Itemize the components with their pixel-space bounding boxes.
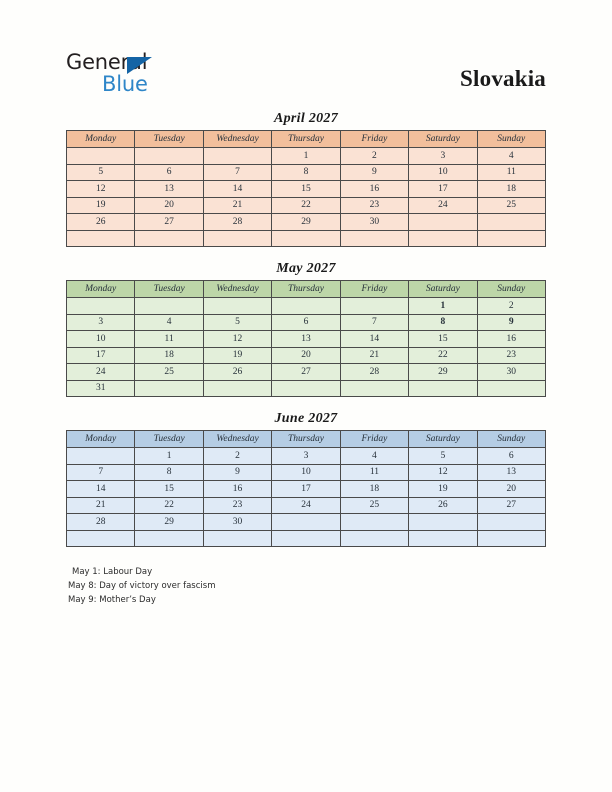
calendar-day-cell[interactable]: 9 — [477, 314, 545, 331]
calendar-week-row — [67, 298, 546, 315]
calendar-day-empty — [477, 214, 545, 231]
calendar-day-cell[interactable]: 10 — [409, 164, 477, 181]
calendar-day-cell[interactable]: 17 — [67, 347, 135, 364]
calendar-day-empty — [67, 530, 135, 547]
calendar-day-cell[interactable]: 5 — [67, 164, 135, 181]
calendar-day-empty — [135, 380, 203, 397]
calendar-day-empty — [477, 230, 545, 247]
calendar-body — [67, 448, 546, 547]
calendar-day-cell[interactable]: 2 — [477, 298, 545, 315]
calendar-day-cell[interactable]: 28 — [67, 514, 135, 531]
calendar-day-cell[interactable]: 7 — [340, 314, 408, 331]
calendar-day-empty — [272, 530, 340, 547]
month-title: June 2027 — [274, 411, 338, 426]
calendar-week-row — [67, 164, 546, 181]
calendar-day-cell[interactable]: 22 — [409, 347, 477, 364]
calendar-day-cell[interactable]: 14 — [67, 481, 135, 498]
calendar-day-empty — [340, 298, 408, 315]
calendar-day-cell[interactable]: 7 — [203, 164, 271, 181]
month-block-june — [66, 410, 546, 547]
calendar-day-cell[interactable]: 30 — [477, 364, 545, 381]
calendar-day-cell[interactable]: 21 — [67, 497, 135, 514]
calendar-day-cell[interactable]: 7 — [67, 464, 135, 481]
calendar-day-cell[interactable]: 8 — [135, 464, 203, 481]
calendar-day-cell[interactable]: 21 — [340, 347, 408, 364]
month-block-may — [66, 260, 546, 397]
calendar-day-cell[interactable]: 18 — [340, 481, 408, 498]
weekday-header-thursday: Thursday — [272, 431, 340, 448]
calendar-day-cell[interactable]: 19 — [203, 347, 271, 364]
calendar-day-cell[interactable]: 1 — [272, 148, 340, 165]
holiday-note-line: May 8: Day of victory over fascism — [68, 581, 216, 591]
calendar-day-cell[interactable]: 4 — [477, 148, 545, 165]
calendar-day-cell[interactable]: 13 — [135, 181, 203, 198]
calendar-week-row — [67, 481, 546, 498]
calendar-day-cell[interactable]: 3 — [67, 314, 135, 331]
calendar-day-cell[interactable]: 24 — [67, 364, 135, 381]
calendar-day-cell[interactable]: 20 — [272, 347, 340, 364]
weekday-header-friday: Friday — [340, 431, 408, 448]
calendar-day-empty — [272, 298, 340, 315]
holiday-notes — [68, 565, 488, 607]
calendar-day-cell[interactable]: 23 — [340, 197, 408, 214]
calendar-day-empty — [135, 148, 203, 165]
page-header — [66, 52, 546, 102]
weekday-header-friday: Friday — [340, 131, 408, 148]
weekday-header-wednesday: Wednesday — [203, 281, 271, 298]
logo-general-text: General — [66, 50, 148, 74]
calendar-day-cell[interactable]: 6 — [135, 164, 203, 181]
calendar-day-empty — [340, 530, 408, 547]
calendar-day-cell[interactable]: 15 — [135, 481, 203, 498]
calendar-day-cell[interactable]: 24 — [409, 197, 477, 214]
calendar-day-cell[interactable]: 27 — [272, 364, 340, 381]
calendar-day-empty — [409, 514, 477, 531]
calendar-day-cell[interactable]: 21 — [203, 197, 271, 214]
calendar-day-cell[interactable]: 10 — [67, 331, 135, 348]
weekday-header-wednesday: Wednesday — [203, 131, 271, 148]
calendar-day-cell[interactable]: 9 — [340, 164, 408, 181]
calendar-day-empty — [203, 298, 271, 315]
calendar-day-cell[interactable]: 25 — [477, 197, 545, 214]
calendar-day-cell[interactable]: 31 — [67, 380, 135, 397]
calendar-body — [67, 298, 546, 397]
calendar-week-row — [67, 380, 546, 397]
calendar-day-cell[interactable]: 25 — [340, 497, 408, 514]
calendar-week-row — [67, 448, 546, 465]
calendar-day-empty — [340, 514, 408, 531]
calendar-week-row — [67, 464, 546, 481]
calendar-day-empty — [409, 380, 477, 397]
calendar-day-cell[interactable]: 22 — [272, 197, 340, 214]
calendar-day-cell[interactable]: 27 — [135, 214, 203, 231]
calendar-day-cell[interactable]: 12 — [409, 464, 477, 481]
calendar-day-cell[interactable]: 1 — [409, 298, 477, 315]
calendar-day-cell[interactable]: 18 — [477, 181, 545, 198]
calendar-day-cell[interactable]: 15 — [409, 331, 477, 348]
calendar-day-empty — [67, 448, 135, 465]
calendar-day-cell[interactable]: 14 — [340, 331, 408, 348]
calendar-day-cell[interactable]: 8 — [272, 164, 340, 181]
calendar-day-cell[interactable]: 29 — [272, 214, 340, 231]
calendar-day-cell[interactable]: 24 — [272, 497, 340, 514]
weekday-header-row — [67, 131, 546, 148]
calendar-day-empty — [67, 230, 135, 247]
calendar-day-cell[interactable]: 17 — [272, 481, 340, 498]
calendar-day-empty — [135, 530, 203, 547]
calendar-header-row — [67, 131, 546, 148]
calendar-week-row — [67, 497, 546, 514]
weekday-header-row — [67, 431, 546, 448]
calendar-day-empty — [67, 298, 135, 315]
weekday-header-tuesday: Tuesday — [135, 131, 203, 148]
calendar-week-row — [67, 364, 546, 381]
weekday-header-saturday: Saturday — [409, 281, 477, 298]
calendar-day-empty — [409, 230, 477, 247]
calendar-day-cell[interactable]: 11 — [477, 164, 545, 181]
weekday-header-saturday: Saturday — [409, 131, 477, 148]
calendar-day-cell[interactable]: 11 — [135, 331, 203, 348]
calendar-day-cell[interactable]: 9 — [203, 464, 271, 481]
calendar-week-row — [67, 197, 546, 214]
calendar-day-cell[interactable]: 26 — [409, 497, 477, 514]
calendar-day-empty — [340, 380, 408, 397]
holiday-note-line: May 9: Mother’s Day — [68, 595, 156, 605]
calendar-day-cell[interactable]: 2 — [203, 448, 271, 465]
weekday-header-sunday: Sunday — [477, 431, 545, 448]
calendar-day-cell[interactable]: 12 — [203, 331, 271, 348]
calendar-day-cell[interactable]: 23 — [477, 347, 545, 364]
calendar-day-cell[interactable]: 16 — [340, 181, 408, 198]
weekday-header-tuesday: Tuesday — [135, 431, 203, 448]
calendar-day-cell[interactable]: 27 — [477, 497, 545, 514]
page-title: Slovakia — [460, 66, 546, 91]
calendar-day-cell[interactable]: 29 — [135, 514, 203, 531]
calendar-week-row — [67, 530, 546, 547]
calendar-day-cell[interactable]: 17 — [409, 181, 477, 198]
calendar-day-cell[interactable]: 15 — [272, 181, 340, 198]
weekday-header-row — [67, 281, 546, 298]
logo-blue-text: Blue — [102, 72, 148, 96]
calendar-week-row — [67, 314, 546, 331]
calendar-day-empty — [203, 380, 271, 397]
calendar-day-cell[interactable]: 1 — [135, 448, 203, 465]
calendar-week-row — [67, 347, 546, 364]
weekday-header-saturday: Saturday — [409, 431, 477, 448]
calendar-day-cell[interactable]: 18 — [135, 347, 203, 364]
weekday-header-thursday: Thursday — [272, 281, 340, 298]
calendar-day-cell[interactable]: 3 — [272, 448, 340, 465]
calendar-day-cell[interactable]: 5 — [203, 314, 271, 331]
weekday-header-sunday: Sunday — [477, 131, 545, 148]
month-block-april — [66, 110, 546, 247]
calendar-day-cell[interactable]: 5 — [409, 448, 477, 465]
calendar-day-empty — [272, 514, 340, 531]
calendar-day-cell[interactable]: 13 — [272, 331, 340, 348]
calendar-day-cell[interactable]: 28 — [340, 364, 408, 381]
weekday-header-friday: Friday — [340, 281, 408, 298]
calendar-day-cell[interactable]: 13 — [477, 464, 545, 481]
calendar-day-cell[interactable]: 8 — [409, 314, 477, 331]
calendar-day-empty — [272, 380, 340, 397]
calendar-week-row — [67, 514, 546, 531]
calendar-day-cell[interactable]: 25 — [135, 364, 203, 381]
calendar-day-cell[interactable]: 20 — [477, 481, 545, 498]
calendar-day-empty — [409, 214, 477, 231]
calendar-day-empty — [135, 298, 203, 315]
calendar-week-row — [67, 148, 546, 165]
holiday-note-line: May 1: Labour Day — [72, 567, 153, 577]
calendar-day-empty — [272, 230, 340, 247]
calendar-header-row — [67, 431, 546, 448]
calendar-day-cell[interactable]: 4 — [135, 314, 203, 331]
calendar-day-cell[interactable]: 28 — [203, 214, 271, 231]
calendar-day-cell[interactable]: 2 — [340, 148, 408, 165]
calendar-week-row — [67, 230, 546, 247]
calendar-day-cell[interactable]: 12 — [67, 181, 135, 198]
calendar-day-cell[interactable]: 6 — [477, 448, 545, 465]
calendar-day-cell[interactable]: 22 — [135, 497, 203, 514]
calendar-day-cell[interactable]: 6 — [272, 314, 340, 331]
calendar-day-cell[interactable]: 4 — [340, 448, 408, 465]
calendar-body — [67, 148, 546, 247]
month-title: April 2027 — [273, 111, 339, 126]
calendar-day-empty — [135, 230, 203, 247]
calendar-day-cell[interactable]: 16 — [477, 331, 545, 348]
calendar-day-cell[interactable]: 19 — [67, 197, 135, 214]
calendar-day-cell[interactable]: 26 — [67, 214, 135, 231]
weekday-header-monday: Monday — [67, 431, 135, 448]
calendar-day-empty — [477, 530, 545, 547]
calendar-day-empty — [203, 530, 271, 547]
calendar-day-cell[interactable]: 16 — [203, 481, 271, 498]
calendar-day-empty — [477, 514, 545, 531]
month-title: May 2027 — [276, 261, 336, 276]
calendar-day-empty — [203, 148, 271, 165]
weekday-header-thursday: Thursday — [272, 131, 340, 148]
calendar-header-row — [67, 281, 546, 298]
calendar-day-empty — [409, 530, 477, 547]
calendar-day-cell[interactable]: 11 — [340, 464, 408, 481]
calendar-week-row — [67, 181, 546, 198]
calendar-day-cell[interactable]: 29 — [409, 364, 477, 381]
calendar-table-june — [66, 430, 546, 547]
calendar-day-cell[interactable]: 14 — [203, 181, 271, 198]
calendar-day-empty — [203, 230, 271, 247]
calendar-day-cell[interactable]: 3 — [409, 148, 477, 165]
general-blue-logo — [66, 52, 246, 100]
weekday-header-sunday: Sunday — [477, 281, 545, 298]
calendar-table-may — [66, 280, 546, 397]
calendar-day-cell[interactable]: 30 — [340, 214, 408, 231]
weekday-header-wednesday: Wednesday — [203, 431, 271, 448]
calendar-day-cell[interactable]: 19 — [409, 481, 477, 498]
weekday-header-monday: Monday — [67, 281, 135, 298]
calendar-week-row — [67, 214, 546, 231]
calendar-day-empty — [477, 380, 545, 397]
calendar-table-april — [66, 130, 546, 247]
calendar-week-row — [67, 331, 546, 348]
weekday-header-tuesday: Tuesday — [135, 281, 203, 298]
calendar-day-empty — [340, 230, 408, 247]
calendar-day-cell[interactable]: 23 — [203, 497, 271, 514]
calendar-day-cell[interactable]: 26 — [203, 364, 271, 381]
calendar-day-cell[interactable]: 10 — [272, 464, 340, 481]
calendar-day-empty — [67, 148, 135, 165]
calendar-day-cell[interactable]: 30 — [203, 514, 271, 531]
calendar-day-cell[interactable]: 20 — [135, 197, 203, 214]
weekday-header-monday: Monday — [67, 131, 135, 148]
